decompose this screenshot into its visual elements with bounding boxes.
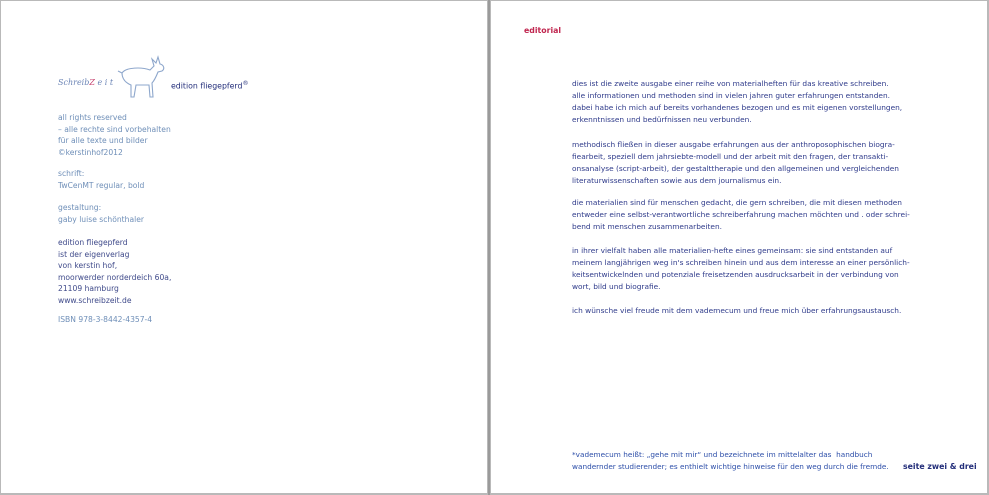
book-spine	[488, 0, 490, 495]
left-page	[1, 1, 487, 493]
page-number: seite zwei & drei	[903, 462, 977, 471]
paragraph-3: die materialien sind für menschen gedacht, die gern schreiben, die mit diesen methoden entweder eine selbst-verantwortliche schreiberfahrung machen möchten und . oder schrei- bend mit menschen zusammenarbeiten.	[572, 198, 910, 231]
font-info: schrift: TwCenMT regular, bold	[58, 169, 145, 190]
paragraph-4: in ihrer vielfalt haben alle materialien-hefte eines gemeinsam: sie sind entstanden auf meinem langjährigen weg in's schreiben hinein und aus dem interesse an einer persönlich- keitsentwickelnden und potenziale freisetzenden ausdrucksarbeit in der verbindung von wort, bild und biografie.	[572, 246, 910, 291]
design-info: gestaltung: gaby luise schönthaler	[58, 203, 145, 224]
logo-wordmark: SchreibZ e i t	[58, 78, 114, 87]
publisher-info: edition fliegepferd ist der eigenverlag von kerstin hof, moorwerder norderdeich 60a, 21109 hamburg www.schreibzeit.de	[58, 238, 172, 305]
goat-icon	[114, 53, 168, 101]
logo	[58, 53, 278, 103]
rights-notice: all rights reserved – alle rechte sind vorbehalten für alle texte und bilder ©kerstinhof2012	[58, 113, 171, 157]
right-page	[491, 1, 987, 493]
paragraph-5: ich wünsche viel freude mit dem vademecum und freue mich über erfahrungsaustausch.	[572, 306, 902, 315]
isbn: ISBN 978-3-8442-4357-4	[58, 315, 153, 324]
paragraph-1: dies ist die zweite ausgabe einer reihe von materialheften für das kreative schreiben. alle informationen und methoden sind in vielen jahren guter erfahrungen entstanden. dabei habe ich mich auf bereits vorhandenes bezogen und es mit eigenen vorstellungen, erkenntnissen und bedürfnissen neu verbunden.	[572, 79, 903, 124]
paragraph-2: methodisch fließen in dieser ausgabe erfahrungen aus der anthroposophischen biogra- fiearbeit, speziell dem jahrsiebte-modell und der arbeit mit den fragen, der transakti- onsanalyse (script-arbeit), der gestalttherapie und den allgemeinen und vergleichenden literaturwissenschaften sowie aus dem journalismus ein.	[572, 140, 899, 185]
edition-label: edition fliegepferd®	[171, 80, 249, 91]
footnote: *vademecum heißt: „gehe mit mir“ und bezeichnete im mittelalter das handbuch wandernder studierender; es enthielt wichtige hinweise für den weg durch die fremde.	[572, 450, 889, 471]
section-heading: editorial	[524, 26, 562, 35]
